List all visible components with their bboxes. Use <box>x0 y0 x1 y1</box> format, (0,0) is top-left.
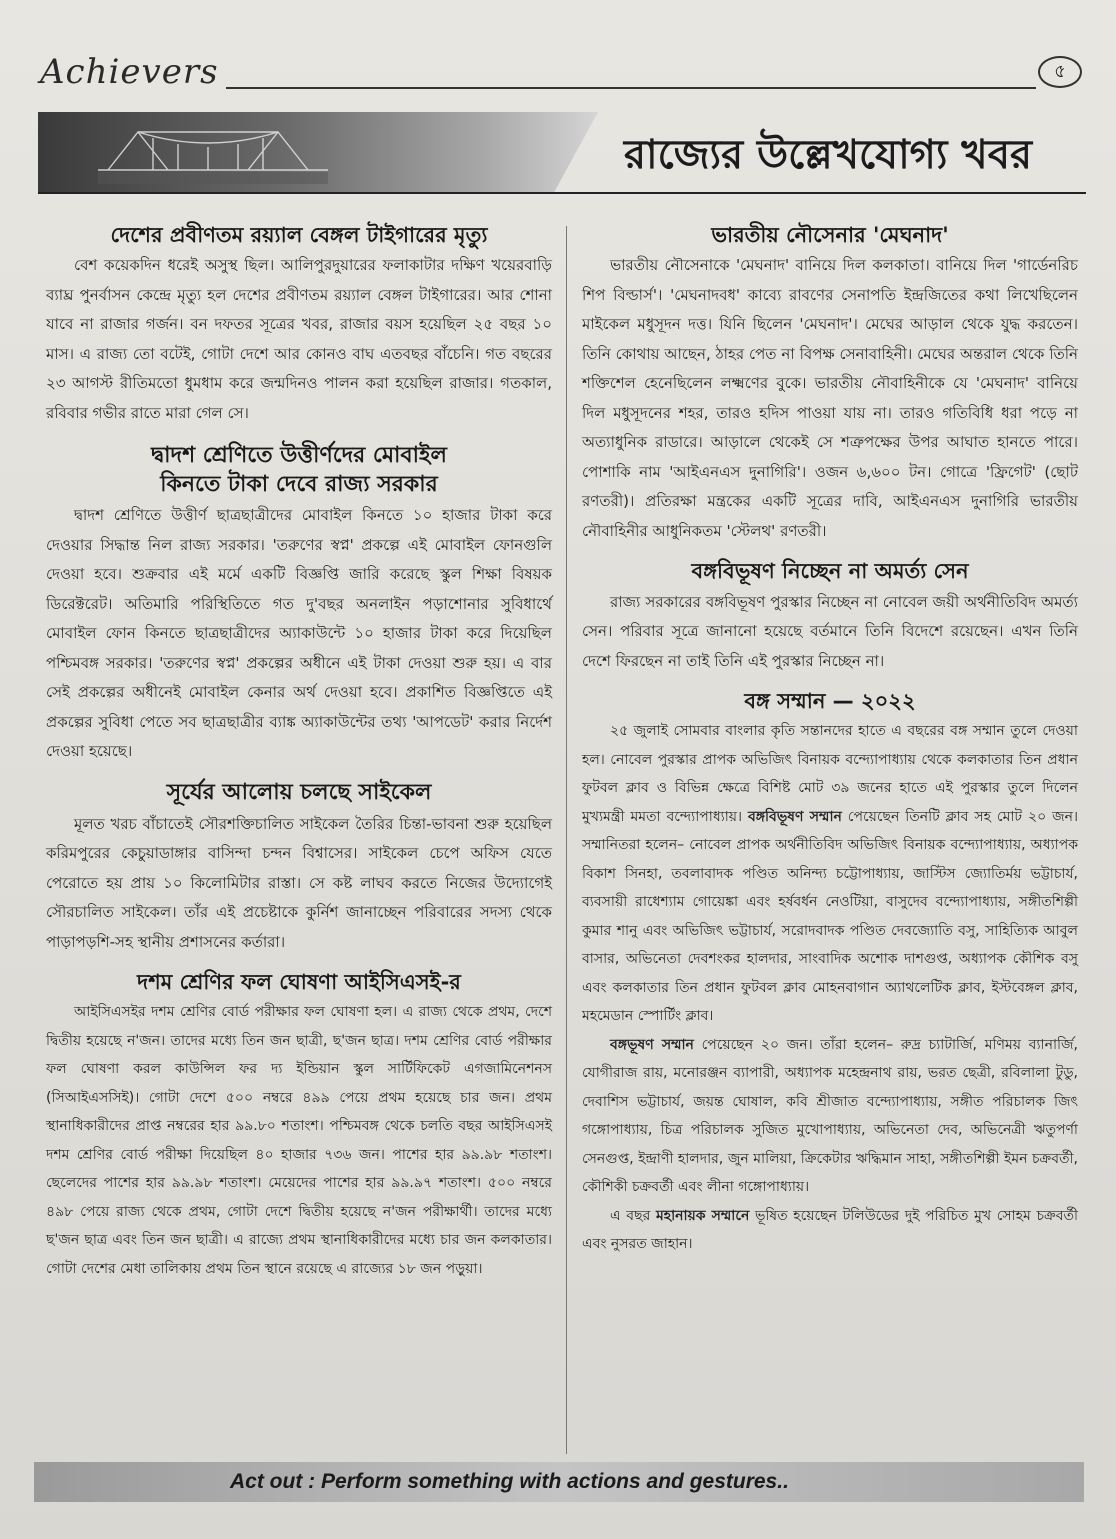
article-heading-line2: কিনতে টাকা দেবে রাজ্য সরকার <box>160 471 438 497</box>
text-run: এ বছর <box>610 1207 651 1224</box>
section-banner <box>38 112 1086 194</box>
howrah-bridge-icon <box>98 124 328 184</box>
article-amartya-sen <box>582 558 1078 676</box>
article-heading-line1: দ্বাদশ শ্রেণিতে উত্তীর্ণদের মোবাইল <box>151 443 447 469</box>
article-heading: বঙ্গ সম্মান — ২০২২ <box>744 689 916 714</box>
masthead-rule <box>226 87 1036 89</box>
publication-name: Achievers <box>40 52 219 92</box>
award-name-bold: বঙ্গভূষণ সম্মান <box>610 1036 694 1053</box>
article-meghnad <box>582 222 1078 546</box>
article-banga-samman <box>582 688 1078 1259</box>
article-body: আইসিএসইর দশম শ্রেণির বোর্ড পরীক্ষার ফল ঘোষণা হল। এ রাজ্য থেকে প্রথম, দেশে দ্বিতীয় হয়েছে ন'জন। তাদের মধ্যে তিন জন ছাত্রী, ছ'জন ছাত্র। দশম শ্রেণির বোর্ড পরীক্ষার ফল ঘোষণা করল কাউন্সিল ফর দ্য ইন্ডিয়ান স্কুল সার্টিফিকেট এগজামিনেশনস (সিআইএসসিই)। গোটা দেশে ৫০০ নম্বরে ৪৯৯ পেয়ে প্রথম হয়েছে চার জন। প্রথম স্থানাধিকারীদের প্রাপ্ত নম্বরের হার ৯৯.৮০ শতাংশ। পশ্চিমবঙ্গ থেকে চলতি বছর আইসিএসই দশম শ্রেণির বোর্ড পরীক্ষা দিয়েছিল ৪০ হাজার ৭৩৬ জন। পাশের হার ৯৯.৯৮ শতাংশ। ছেলেদের পাশের হার ৯৯.৯৮ শতাংশ। মেয়েদের পাশের হার ৯৯.৯৭ শতাংশ। ৫০০ নম্বরে ৪৯৮ পেয়ে রাজ্য থেকে প্রথম, গোটা দেশে দ্বিতীয় হয়েছে ন'জন পরীক্ষার্থী। তাদের মধ্যে ছ'জন ছাত্র এবং তিন জন ছাত্রী। এ রাজ্যে প্রথম স্থানাধিকারীদের মধ্যে চার জন কলকাতার। গোটা দেশের মেধা তালিকায় প্রথম তিন স্থানে রয়েছে এ রাজ্যের ১৮ জন পড়ুয়া। <box>46 1004 552 1277</box>
article-mobile-grant <box>46 442 552 767</box>
banner-title: রাজ্যের উল্লেখযোগ্য খবর <box>624 132 1032 178</box>
award-name-bold: বঙ্গবিভূষণ সম্মান <box>747 808 842 825</box>
article-tiger <box>46 222 552 428</box>
text-run: ভূষিত হয়েছেন টলিউডের দুই পরিচিত মুখ সোহম চক্রবর্তী এবং নুসরত জাহান। <box>582 1207 1079 1253</box>
article-heading: দশম শ্রেণির ফল ঘোষণা আইসিএসই-র <box>137 970 461 995</box>
banner-underline <box>38 192 1086 194</box>
article-heading: ভারতীয় নৌসেনার 'মেঘনাদ' <box>711 223 949 247</box>
right-column <box>582 222 1078 1259</box>
article-heading: দেশের প্রবীণতম রয়্যাল বেঙ্গল টাইগারের মৃত্যু <box>110 223 488 247</box>
left-column <box>46 222 552 1283</box>
article-body: ভারতীয় নৌসেনাকে 'মেঘনাদ' বানিয়ে দিল কলকাতা। বানিয়ে দিল 'গার্ডেনরিচ শিপ বিল্ডার্স'। 'মেঘনাদবধ' কাব্যে রাবণের সেনাপতি ইন্দ্রজিতের কথা লিখেছিলেন মাইকেল মধুসূদন দত্ত। যিনি ছিলেন 'মেঘনাদ'। মেঘের আড়াল থেকে যুদ্ধ করতেন। তিনি কোথায় আছেন, ঠাহর পেত না বিপক্ষ সেনাবাহিনী। মেঘের অন্তরাল থেকে তিনি শক্তিশেল হেনেছিলেন লক্ষ্মণের বুকে। ভারতীয় নৌবাহিনীকে যে 'মেঘনাদ' বানিয়ে দিল মধুসূদনের শহর, তারও হদিস পাওয়া যায় না। তারও গতিবিধি ধরা পড়ে না অত্যাধুনিক রাডারে। আড়ালে থেকেই সে শত্রুপক্ষের উপর আঘাত হানতে পারে। পোশাকি নাম 'আইএনএস দুনাগিরি'। ওজন ৬,৬০০ টন। গোত্রে 'ফ্রিগেট' (ছোট রণতরী)। প্রতিরক্ষা মন্ত্রকের একটি সূত্রের দাবি, আইএনএস দুনাগিরি ভারতীয় নৌবাহিনীর আধুনিকতম 'স্টেলথ' রণতরী। <box>582 256 1078 540</box>
text-run: পেয়েছেন ২০ জন। তাঁরা হলেন– রুদ্র চ্যাটার্জি, মণিময় ব্যানার্জি, যোগীরাজ রায়, মনোরঞ্জন ব্যাপারী, অধ্যাপক মহেন্দ্রনাথ রায়, ভরত ছেত্রী, রবিলালা টুডু, দেবাশিস ভট্টাচার্য, জয়ন্ত ঘোষাল, কবি শ্রীজাত বন্দ্যোপাধ্যায়, সঙ্গীত পরিচালক জিৎ গঙ্গোপাধ্যায়, চিত্র পরিচালক সুজিত মুখোপাধ্যায়, অভিনেতা দেব, অভিনেত্রী ঋতুপর্ণা সেনগুপ্ত, ইন্দ্রাণী হালদার, জুন মালিয়া, ক্রিকেটার ঋদ্ধিমান সাহা, সঙ্গীতশিল্পী ইমন চক্রবর্তী, কৌশিকী চক্রবর্তী এবং লীনা গঙ্গোপাধ্যায়। <box>582 1036 1078 1196</box>
article-heading: সূর্যের আলোয় চলছে সাইকেল <box>166 779 432 805</box>
article-body: মূলত খরচ বাঁচাতেই সৌরশক্তিচালিত সাইকেল তৈরির চিন্তা-ভাবনা শুরু হয়েছিল করিমপুরের কেচুয়াডাঙ্গার বাসিন্দা চন্দন বিশ্বাসের। সাইকেল চেপে অফিস যেতে পেরোতে হয় প্রায় ১০ কিলোমিটার রাস্তা। সে কষ্ট লাঘব করতে নিজের উদ্যোগেই সৌরচালিত সাইকেল। তাঁর এই প্রচেষ্টাকে কুর্নিশ জানাচ্ছেন পরিবারের সদস্য থেকে পাড়াপড়শি-সহ স্থানীয় প্রশাসনের কর্তারা। <box>46 814 552 951</box>
masthead <box>36 50 1086 100</box>
page-number: ৫ <box>1038 56 1082 88</box>
article-heading: বঙ্গবিভূষণ নিচ্ছেন না অমর্ত্য সেন <box>691 559 969 584</box>
footer-text: Act out : Perform something with actions and gestures.. <box>230 1470 789 1493</box>
article-body-para2 <box>582 1031 1078 1202</box>
article-solar-cycle <box>46 779 552 957</box>
article-body-para3 <box>582 1202 1078 1259</box>
article-icse-result <box>46 969 552 1283</box>
column-divider <box>566 226 567 1454</box>
footer-band <box>34 1462 1084 1502</box>
award-name-bold: মহানায়ক সম্মানে <box>655 1207 750 1224</box>
article-body: রাজ্য সরকারের বঙ্গবিভূষণ পুরস্কার নিচ্ছেন না নোবেল জয়ী অর্থনীতিবিদ অমর্ত্য সেন। পরিবার সূত্রে জানানো হয়েছে বর্তমানে তিনি বিদেশে রয়েছেন। এখন তিনি দেশে ফিরছেন না তাই তিনি এই পুরস্কার নিচ্ছেন না। <box>582 592 1078 670</box>
article-body-para1 <box>582 717 1078 1031</box>
article-body: বেশ কয়েকদিন ধরেই অসুস্থ ছিল। আলিপুরদুয়ারের ফলাকাটার দক্ষিণ খয়েরবাড়ি ব্যাঘ্র পুনর্বাসন কেন্দ্রে মৃত্যু হল দেশের প্রবীণতম রয়্যাল বেঙ্গল টাইগারের। আর শোনা যাবে না রাজার গর্জন। বন দফতর সূত্রের খবর, রাজার বয়স হয়েছিল ২৫ বছর ১০ মাস। এ রাজ্য তো বটেই, গোটা দেশে আর কোনও বাঘ এতবছর বাঁচেনি। গত বছরের ২৩ আগস্ট রীতিমতো ধুমধাম করে জন্মদিনও পালন করা হয়েছিল রাজার। গতকাল, রবিবার গভীর রাতে মারা গেল সে। <box>46 256 552 422</box>
text-run: ২৫ জুলাই সোমবার বাংলার কৃতি সন্তানদের হাতে এ বছরের বঙ্গ সম্মান তুলে দেওয়া হল। নোবেল পুরস্কার প্রাপক অভিজিৎ বিনায়ক বন্দ্যোপাধ্যায় থেকে কলকাতার তিন প্রধান ফুটবল ক্লাব ও বিভিন্ন ক্ষেত্রে বিশিষ্ট মোট ৩৯ জনের হাতে এই পুরস্কার তুলে দিলেন মুখ্যমন্ত্রী মমতা বন্দ্যোপাধ্যায়। <box>582 723 1078 825</box>
text-run: পেয়েছেন তিনটি ক্লাব সহ মোট ২০ জন। সম্মানিতরা হলেন– নোবেল প্রাপক অর্থনীতিবিদ অভিজিৎ বিনায়ক বন্দ্যোপাধ্যায়, অধ্যাপক বিকাশ সিনহা, তবলাবাদক পণ্ডিত অনিন্দ্য চট্টোপাধ্যায়, জাস্টিস জ্যোতির্ময় ভট্টাচার্য, ব্যবসায়ী রাধেশ্যাম গোয়েঙ্কা এবং হর্ষবর্ধন নেওটিয়া, বাসুদেব বন্দ্যোপাধ্যায়, সঙ্গীতশিল্পী কুমার শানু এবং অভিজিৎ ভট্টাচার্য, সরোদবাদক পণ্ডিত দেবজ্যোতি বসু, সাহিত্যিক আবুল বাসার, অভিনেতা দেবশংকর হালদার, সাংবাদিক অশোক দাশগুপ্ত, অধ্যাপক কৌশিক বসু এবং কলকাতার তিন প্রধান ফুটবল ক্লাব মোহনবাগান অ্যাথলেটিক ক্লাব, ইস্টবেঙ্গল ক্লাব, মহমেডান স্পোর্টিং ক্লাব। <box>582 808 1078 1025</box>
article-body: দ্বাদশ শ্রেণিতে উত্তীর্ণ ছাত্রছাত্রীদের মোবাইল কিনতে ১০ হাজার টাকা করে দেওয়ার সিদ্ধান্ত নিল রাজ্য সরকার। 'তরুণের স্বপ্ন' প্রকল্পে এই মোবাইল ফোনগুলি দেওয়া হবে। শুক্রবার এই মর্মে একটি বিজ্ঞপ্তি জারি করেছে স্কুল শিক্ষা বিষয়ক ডিরেক্টরেট। অতিমারি পরিস্থিতিতে গত দু'বছর অনলাইন পড়াশোনার সুবিধার্থে মোবাইল ফোন কিনতে ছাত্রছাত্রীদের অ্যাকাউন্টে ১০ হাজার টাকা করে দিয়েছিল পশ্চিমবঙ্গ সরকার। 'তরুণের স্বপ্ন' প্রকল্পের অধীনে এই টাকা দেওয়া শুরু হয়। এ বার সেই প্রকল্পের অধীনেই মোবাইল কেনার অর্থ দেওয়া হবে। প্রকাশিত বিজ্ঞপ্তিতে এই প্রকল্পের সুবিধা পেতে সব ছাত্রছাত্রীর ব্যাঙ্ক অ্যাকাউন্টের তথ্য 'আপডেট' করার নির্দেশ দেওয়া হয়েছে। <box>46 506 552 761</box>
